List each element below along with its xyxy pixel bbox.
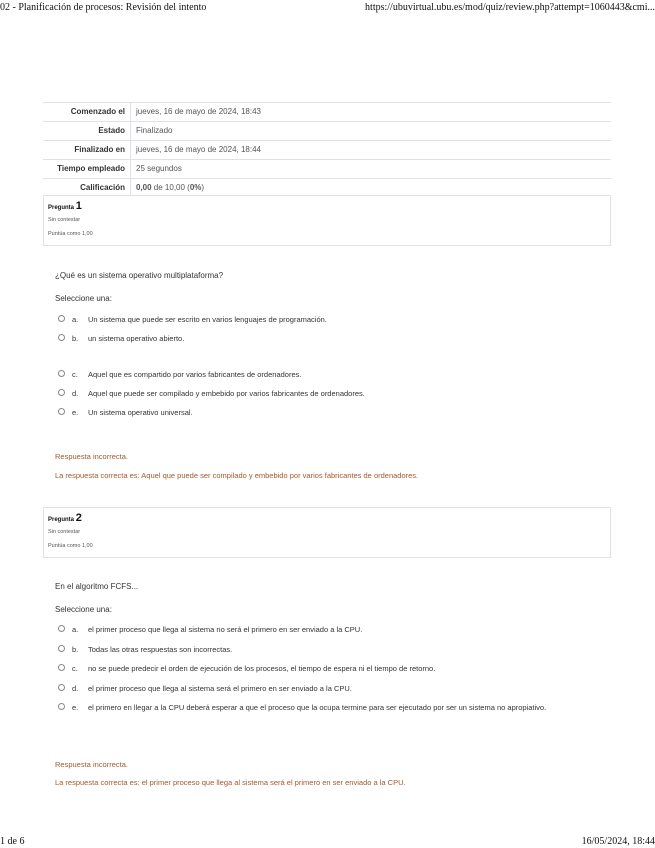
radio-button[interactable] [58,703,65,710]
question-info-2 [43,507,611,558]
grade-percent: 0% [189,183,202,192]
answer-option[interactable]: d. Aquel que puede ser compilado y embebido por varios fabricantes de ordenadores. [58,388,578,399]
attempt-summary-table [43,102,611,198]
question-grade: Puntúa como 1,00 [48,543,93,549]
answer-option[interactable]: c. no se puede predecir el orden de ejecución de los procesos, el tiempo de espera ni el tiempo de retorno. [58,663,578,674]
question-number: Pregunta 2 [48,512,82,524]
answer-prompt: Seleccione una: [55,294,112,303]
grade-score: 0,00 [136,183,152,192]
radio-button[interactable] [58,315,65,322]
question-state: Sin contestar [48,217,81,223]
answer-option[interactable]: a. Un sistema que puede ser escrito en varios lenguajes de programación. [58,314,578,325]
print-datetime: 16/05/2024, 18:44 [581,836,655,847]
radio-button[interactable] [58,389,65,396]
feedback-incorrect: Respuesta incorrecta. [55,452,128,461]
radio-button[interactable] [58,625,65,632]
radio-button[interactable] [58,370,65,377]
radio-button[interactable] [58,664,65,671]
question-state: Sin contestar [48,529,81,535]
correct-answer-feedback: La respuesta correcta es: el primer proceso que llega al sistema será el primero en ser enviado a la CPU. [55,778,406,787]
correct-answer-feedback: La respuesta correcta es: Aquel que puede ser compilado y embebido por varios fabricantes de ordenadores. [55,471,419,480]
answer-prompt: Seleccione una: [55,605,112,614]
summary-label: Tiempo empleado [43,160,131,179]
summary-value: 25 segundos [131,160,612,179]
grade-value: 0,00 de 10,00 (0%) [131,179,612,198]
summary-label: Finalizado en [43,141,131,160]
radio-button[interactable] [58,684,65,691]
question-text: ¿Qué es un sistema operativo multiplataforma? [55,271,224,280]
answer-option[interactable]: b. Todas las otras respuestas son incorrectas. [58,644,578,655]
question-grade: Puntúa como 1,00 [48,231,93,237]
feedback-incorrect: Respuesta incorrecta. [55,760,128,769]
radio-button[interactable] [58,645,65,652]
summary-row [43,160,611,179]
summary-row [43,103,611,122]
answer-option[interactable]: b. un sistema operativo abierto. [58,333,578,344]
page-url[interactable]: https://ubuvirtual.ubu.es/mod/quiz/review.php?attempt=1060443&cmi... [365,2,655,13]
summary-row [43,122,611,141]
radio-button[interactable] [58,334,65,341]
summary-value: jueves, 16 de mayo de 2024, 18:44 [131,141,612,160]
summary-label: Comenzado el [43,103,131,122]
question-number: Pregunta 1 [48,200,82,212]
question-info-1 [43,195,611,246]
answer-option[interactable]: c. Aquel que es compartido por varios fabricantes de ordenadores. [58,369,578,380]
answer-option[interactable]: e. Un sistema operativo universal. [58,407,578,418]
radio-button[interactable] [58,408,65,415]
answer-option[interactable]: e. el primero en llegar a la CPU deberá esperar a que el proceso que la ocupa termine para ser ejecutado por ser un sistema no apropiativo. [58,702,578,713]
summary-value: jueves, 16 de mayo de 2024, 18:43 [131,103,612,122]
answer-option[interactable]: a. el primer proceso que llega al sistema no será el primero en ser enviado a la CPU. [58,624,578,635]
page-title: 02 - Planificación de procesos: Revisión del intento [0,2,207,13]
page-count: 1 de 6 [0,836,25,847]
summary-row [43,141,611,160]
answer-option[interactable]: d. el primer proceso que llega al sistema será el primero en ser enviado a la CPU. [58,683,578,694]
summary-value: Finalizado [131,122,612,141]
summary-label: Calificación [43,179,131,198]
summary-label: Estado [43,122,131,141]
print-header [0,0,655,16]
question-text: En el algoritmo FCFS... [55,582,139,591]
